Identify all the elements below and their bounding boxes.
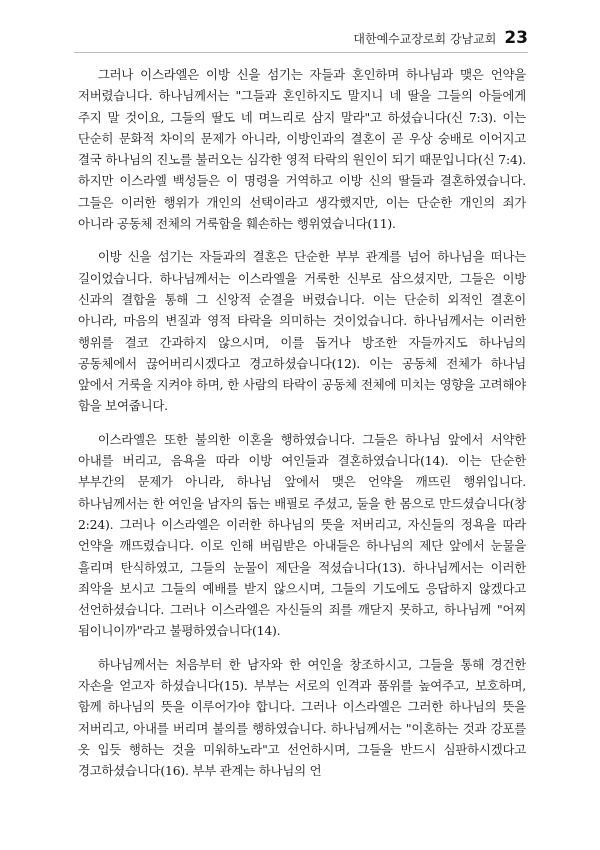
page-header bbox=[353, 28, 528, 48]
header-divider bbox=[74, 52, 528, 53]
paragraph: 이스라엘은 또한 불의한 이혼을 행하였습니다. 그들은 하나님 앞에서 서약한 아내를 버리고, 음욕을 따라 이방 여인들과 결혼하였습니다(14). 이는 단순한 부부간의 문제가 아니라, 하나님 앞에서 맺은 언약을 깨뜨린 행위입니다. 하나님께서는 한 여인을 남자의 돕는 배필로 주셨고, 둘을 한 몸으로 만드셨습니다(창 2:24). 그러나 이스라엘은 이러한 하나님의 뜻을 저버리고, 자신들의 정욕을 따라 언약을 깨뜨렸습니다. 이로 인해 버림받은 아내들은 하나님의 제단 앞에서 눈물을 흘리며 탄식하였고, 그들의 눈물이 제단을 적셨습니다(13). 하나님께서는 이러한 죄악을 보시고 그들의 예배를 받지 않으시며, 그들의 기도에도 응답하지 않겠다고 선언하셨습니다. 그러나 이스라엘은 자신들의 죄를 깨닫지 못하고, 하나님께 "어찌 됨이니이까"라고 불평하였습니다(14). bbox=[78, 431, 526, 639]
paragraph: 하나님께서는 처음부터 한 남자와 한 여인을 창조하시고, 그들을 통해 경건한 자손을 얻고자 하셨습니다(15). 부부는 서로의 인격과 품위를 높여주고, 보호하며, 함께 하나님의 뜻을 이루어가야 합니다. 그러나 이스라엘은 그러한 하나님의 뜻을 저버리고, 아내를 버리며 불의를 행하였습니다. 하나님께서는 "이혼하는 것과 강포를 옷 입듯 행하는 것을 미워하노라"고 선언하시며, 그들을 반드시 심판하시겠다고 경고하셨습니다(16). 부부 관계는 하나님의 언 bbox=[78, 656, 526, 779]
paragraph: 이방 신을 섬기는 자들과의 결혼은 단순한 부부 관계를 넘어 하나님을 떠나는 길이었습니다. 하나님께서는 이스라엘을 거룩한 신부로 삼으셨지만, 그들은 이방 신과의 결합을 통해 그 신앙적 순결을 버렸습니다. 이는 단순히 외적인 결혼이 아니라, 마음의 변질과 영적 타락을 의미하는 것이었습니다. 하나님께서는 이러한 행위를 결코 간과하지 않으시며, 이를 돕거나 방조한 자들까지도 하나님의 공동체에서 끊어버리시겠다고 경고하셨습니다(12). 이는 공동체 전체가 하나님 앞에서 거룩을 지켜야 하며, 한 사람의 타락이 공동체 전체에 미치는 영향을 고려해야 함을 보여줍니다. bbox=[78, 249, 526, 414]
body-text bbox=[78, 64, 526, 794]
church-name: 대한예수교장로회 강남교회 bbox=[353, 32, 497, 46]
page-number: 23 bbox=[504, 28, 528, 48]
paragraph: 그러나 이스라엘은 이방 신을 섬기는 자들과 혼인하며 하나님과 맺은 언약을 저버렸습니다. 하나님께서는 "그들과 혼인하지도 말지니 네 딸을 그들의 아들에게 주지 말 것이요, 그들의 딸도 네 며느리로 삼지 말라"고 하셨습니다(신 7:3). 이는 단순히 문화적 차이의 문제가 아니라, 이방인과의 결혼이 곧 우상 숭배로 이어지고 결국 하나님의 진노를 불러오는 심각한 영적 타락의 원인이 되기 때문입니다(신 7:4). 하지만 이스라엘 백성들은 이 명령을 거역하고 이방 신의 딸들과 결혼하였습니다. 그들은 이러한 행위가 개인의 선택이라고 생각했지만, 이는 단순한 개인의 죄가 아니라 공동체 전체의 거룩함을 훼손하는 행위였습니다(11). bbox=[78, 67, 526, 232]
